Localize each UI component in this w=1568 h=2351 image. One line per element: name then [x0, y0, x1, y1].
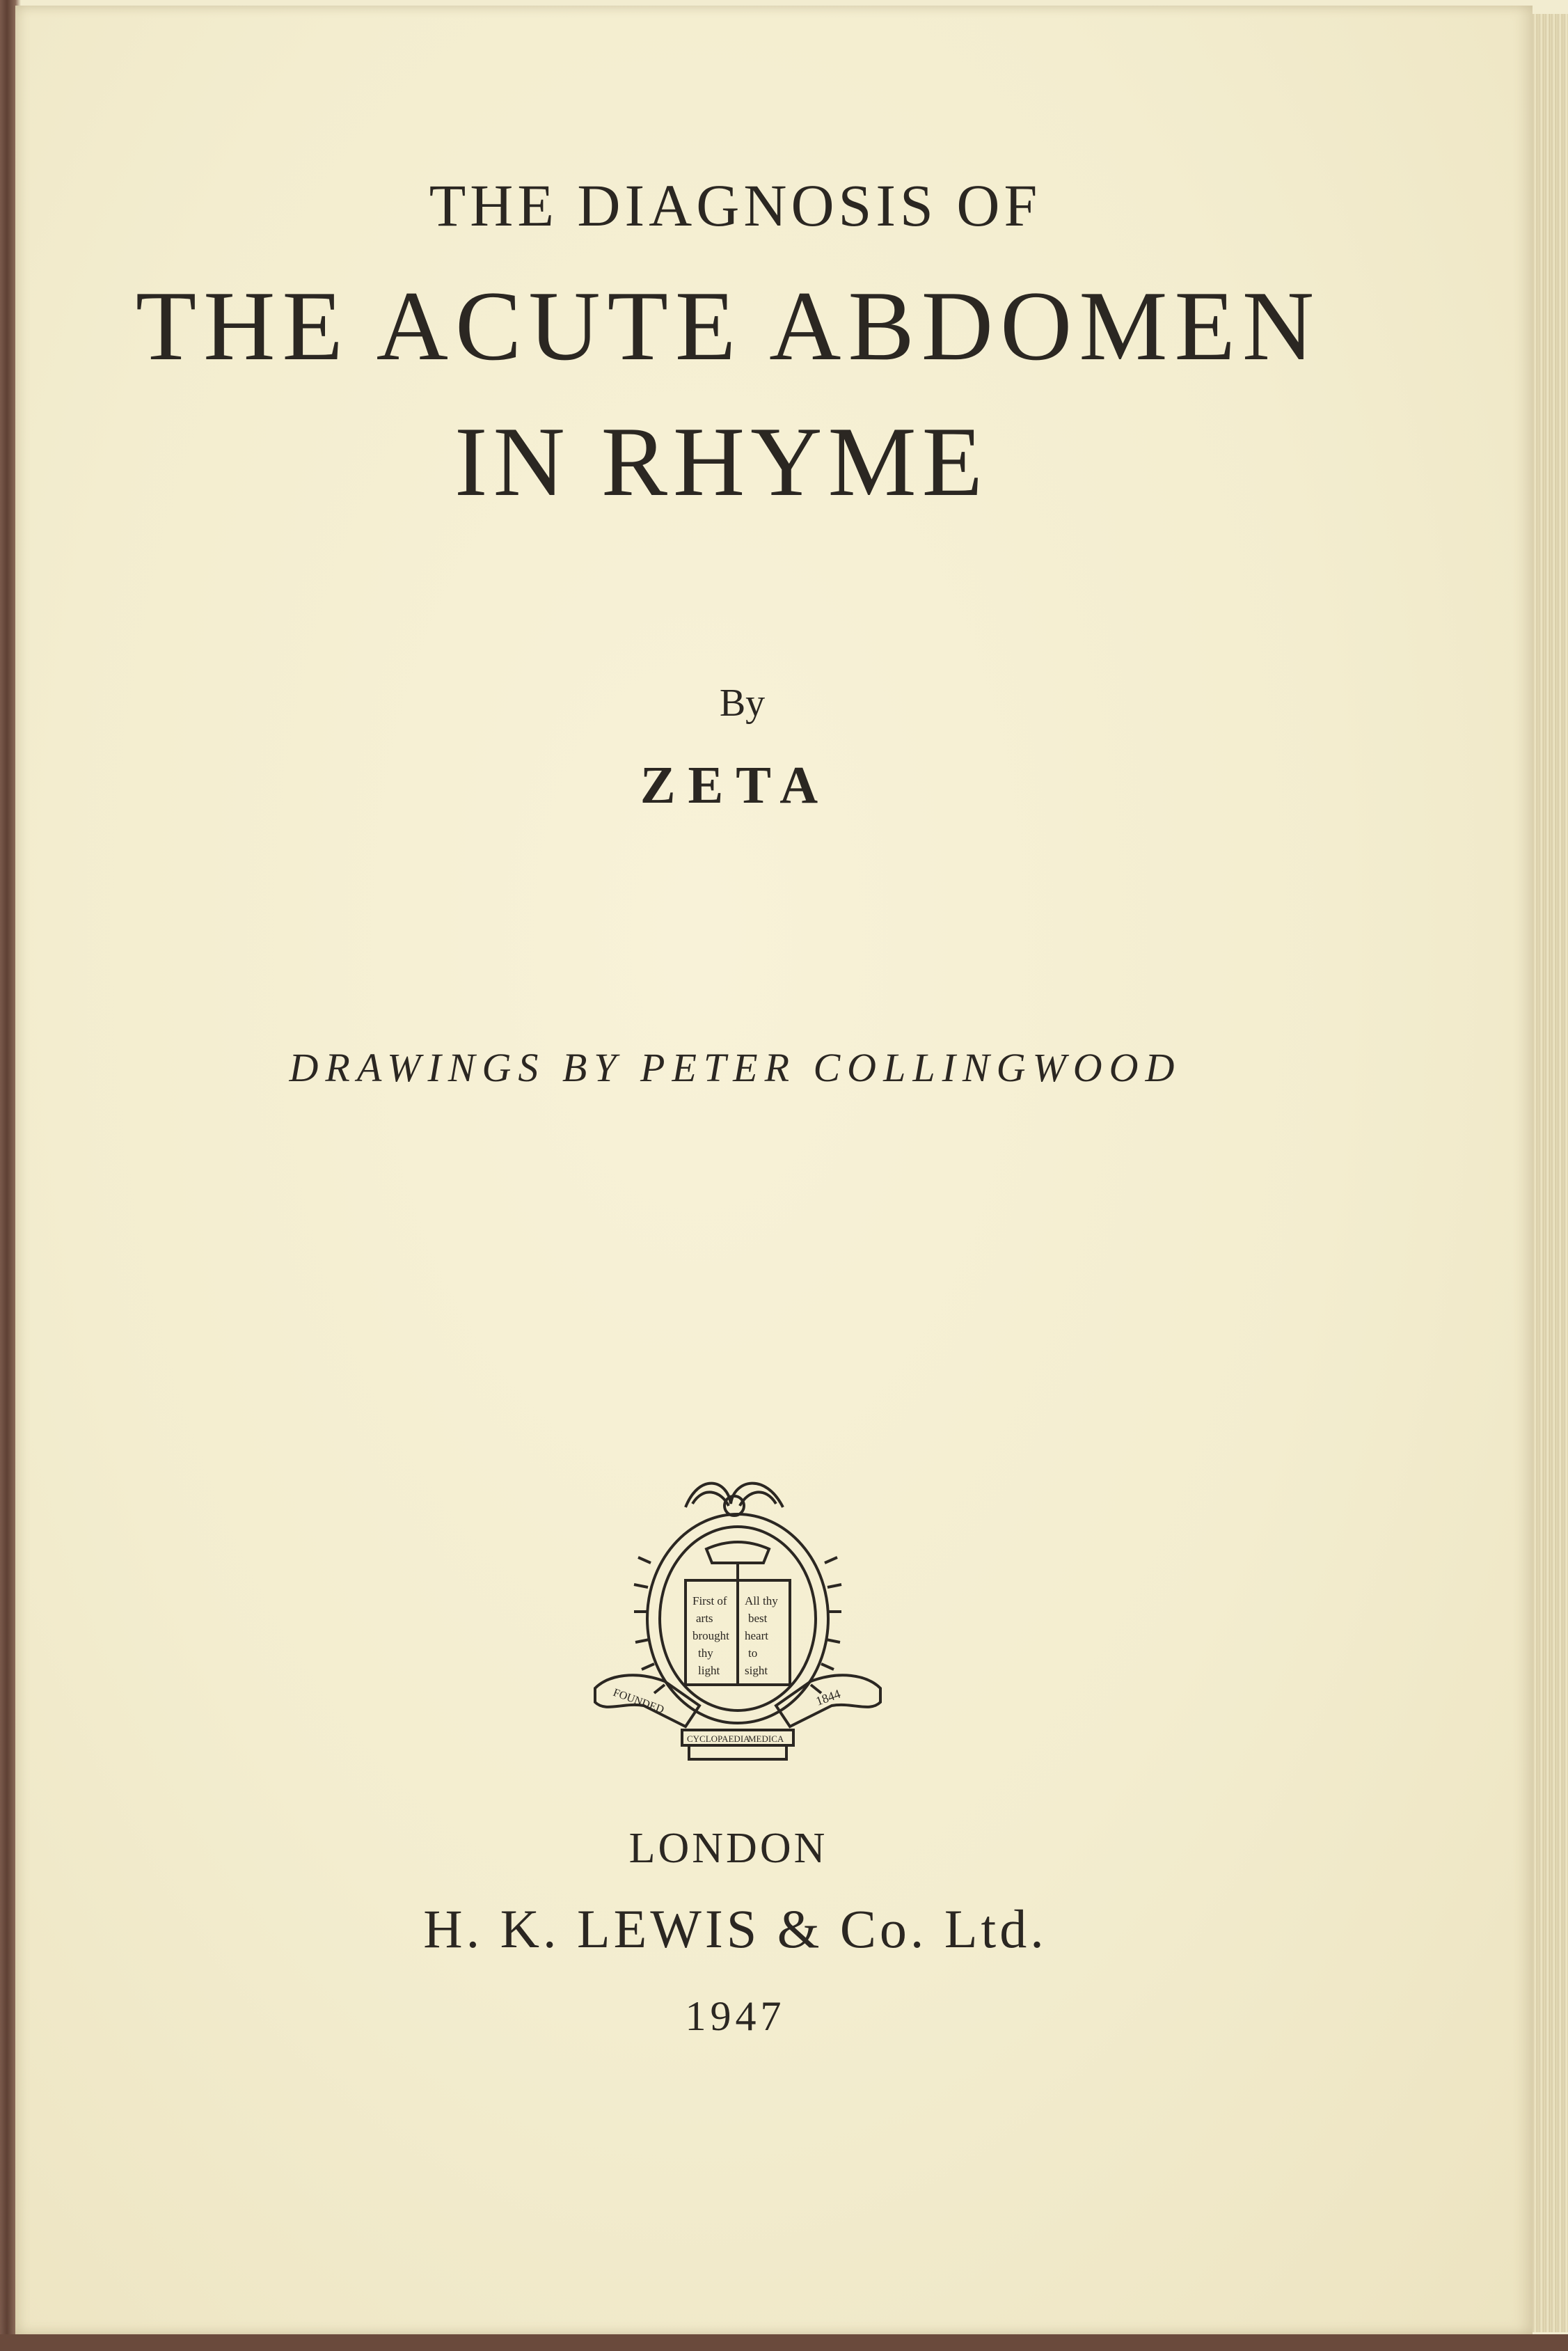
- svg-text:light: light: [698, 1664, 720, 1677]
- svg-text:MEDICA: MEDICA: [748, 1733, 784, 1744]
- svg-text:best: best: [748, 1612, 768, 1625]
- book-title-line-2: IN RHYME: [454, 407, 989, 517]
- svg-text:1844: 1844: [814, 1686, 843, 1708]
- device-book-right-text: All thy: [745, 1594, 778, 1607]
- illustrator-credit: DRAWINGS BY PETER COLLINGWOOD: [289, 1045, 1182, 1090]
- publication-year: 1947: [685, 1993, 786, 2039]
- svg-text:arts: arts: [696, 1612, 713, 1625]
- svg-text:to: to: [748, 1646, 758, 1660]
- book-subtitle: THE DIAGNOSIS OF: [429, 172, 1042, 239]
- cover-edge: [0, 2334, 1568, 2351]
- book-title-line-1: THE ACUTE ABDOMEN: [135, 271, 1322, 381]
- device-book-left-text: First of: [692, 1594, 727, 1607]
- svg-text:FOUNDED: FOUNDED: [611, 1686, 666, 1716]
- publisher-city: LONDON: [628, 1825, 828, 1872]
- svg-text:CYCLOPAEDIA: CYCLOPAEDIA: [687, 1733, 750, 1744]
- publisher-device-emblem-icon: [581, 1465, 894, 1772]
- svg-text:heart: heart: [745, 1629, 768, 1642]
- svg-text:sight: sight: [745, 1664, 768, 1677]
- by-label: By: [719, 682, 766, 725]
- page-edges: [1531, 14, 1568, 2332]
- author-name: ZETA: [640, 756, 831, 815]
- svg-text:brought: brought: [692, 1629, 729, 1642]
- publisher-name: H. K. LEWIS & Co. Ltd.: [423, 1898, 1047, 1959]
- svg-text:thy: thy: [698, 1646, 713, 1660]
